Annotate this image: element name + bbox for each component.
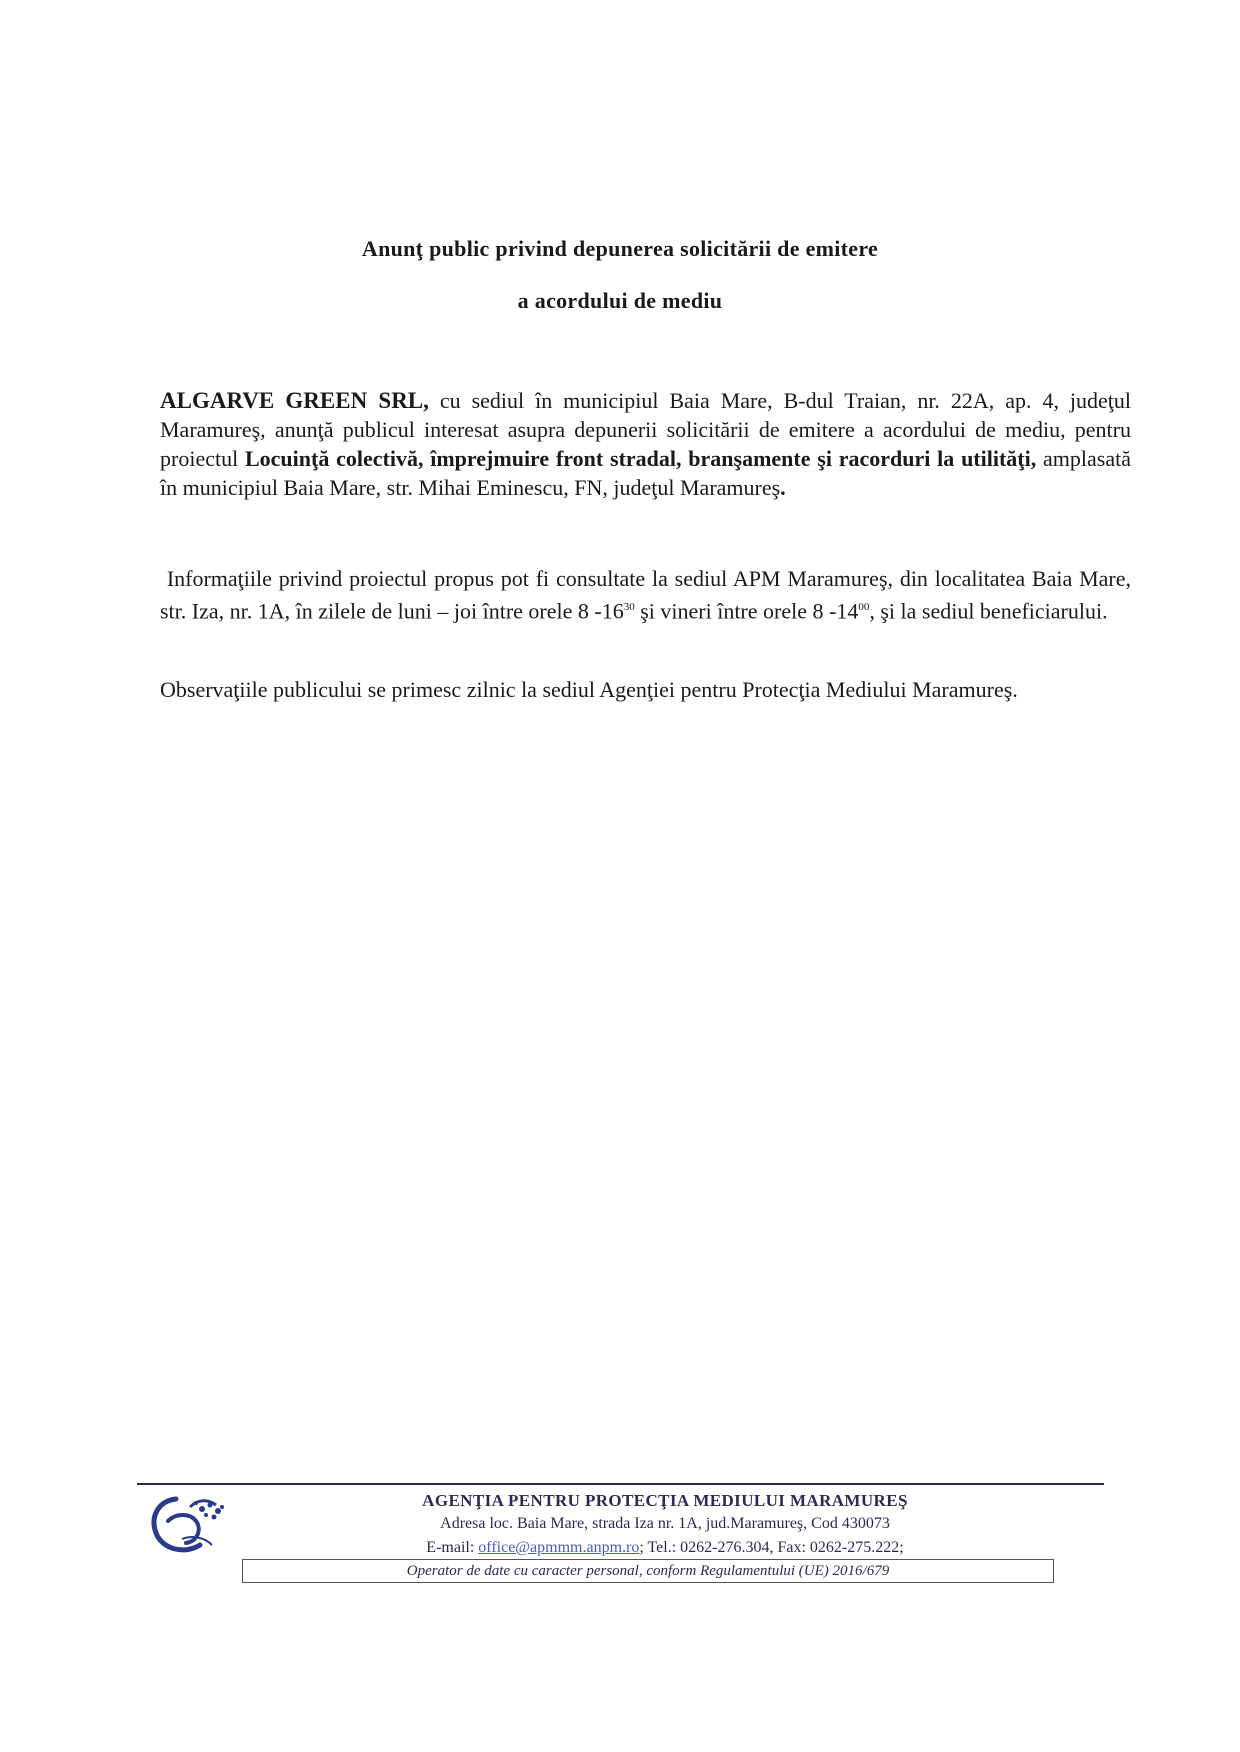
project-name: Locuinţă colectivă, împrejmuire front stradal, branşamente şi racorduri la utilităţi,	[244, 446, 1037, 471]
notice-title-line-2: a acordului de mediu	[517, 288, 723, 313]
announcement-text-2: amplasată în municipiul Baia Mare, str. Mihai Eminescu, FN, judeţul Maramureş	[160, 446, 1131, 500]
email-label: E-mail:	[426, 1539, 479, 1556]
email-link[interactable]: office@apmmm.anpm.ro	[478, 1539, 640, 1556]
hours-superscript-1: 30	[623, 601, 635, 613]
agency-contact	[240, 1539, 1090, 1557]
footer-divider	[137, 1483, 1104, 1485]
paragraph-announcement	[160, 386, 1131, 502]
announcement-text-1: cu sediul în municipiul Baia Mare, B-dul Traian, nr. 22A, ap. 4, judeţul Maramureş, anunţă publicul interesat asupra depunerii solicitării de emitere a acordului de mediu, pentru proiectul	[160, 388, 1131, 471]
agency-address: Adresa loc. Baia Mare, strada Iza nr. 1A, jud.Maramureş, Cod 430073	[440, 1515, 890, 1532]
paragraph-consultation	[160, 564, 1131, 625]
phone-fax: ; Tel.: 0262-276.304, Fax: 0262-275.222;	[639, 1539, 904, 1556]
notice-title-line-1: Anunţ public privind depunerea solicitării de emitere	[361, 236, 879, 261]
hours-superscript-2: 00	[858, 601, 870, 613]
observations-text: Observaţiile publicului se primesc zilnic la sediul Agenţiei pentru Protecţia Mediului Maramureş.	[160, 677, 1018, 702]
consultation-text-2: şi vineri între orele 8 -14	[634, 598, 859, 624]
apm-logo-icon	[146, 1487, 234, 1559]
paragraph-observations	[160, 675, 1131, 704]
announcement-end: .	[780, 475, 786, 500]
consultation-text-1: Informaţiile privind proiectul propus pot fi consultate la sediul APM Maramureş, din localitatea Baia Mare, str. Iza, nr. 1A, în zilele de luni – joi între orele 8 -16	[160, 566, 1131, 624]
data-protection-disclaimer: Operator de date cu caracter personal, conform Regulamentului (UE) 2016/679	[242, 1559, 1054, 1583]
company-name: ALGARVE GREEN SRL,	[160, 388, 429, 413]
agency-name: AGENŢIA PENTRU PROTECŢIA MEDIULUI MARAMUREŞ	[422, 1491, 908, 1510]
consultation-text-3: , şi la sediul beneficiarului.	[869, 598, 1108, 624]
